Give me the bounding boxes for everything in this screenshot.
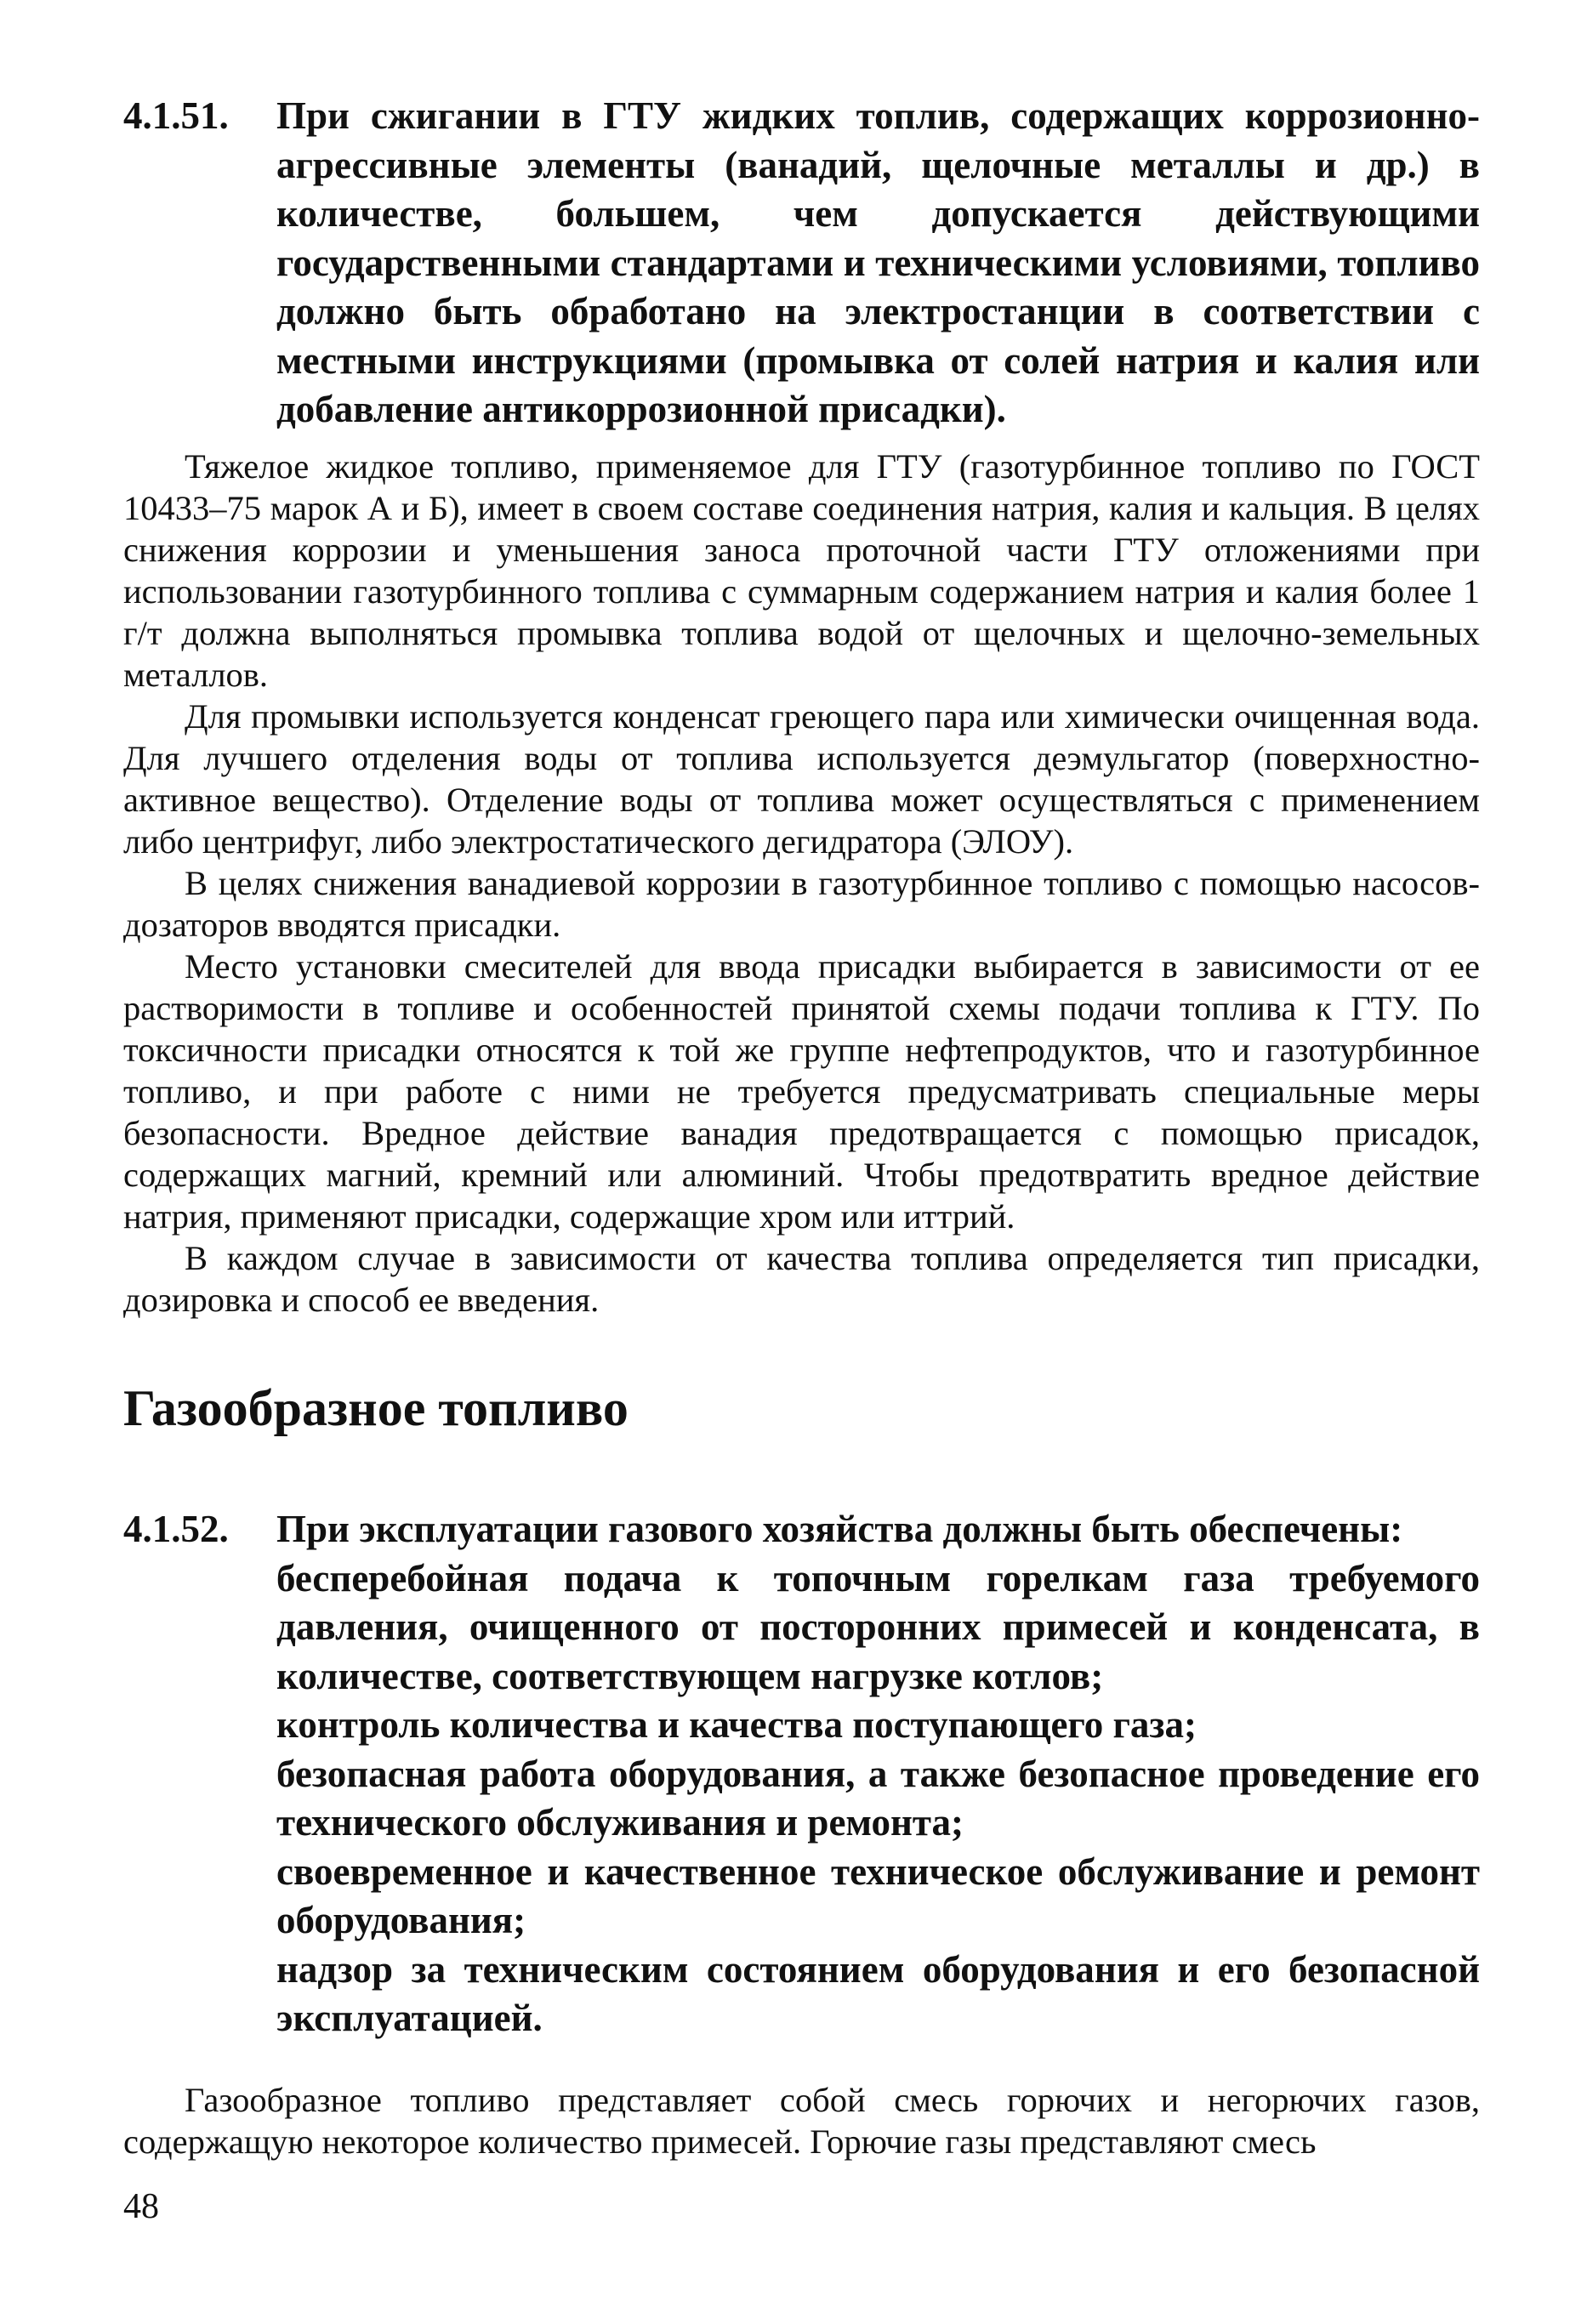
clause-list — [276, 1554, 1480, 2043]
clause-body — [276, 1505, 1480, 2043]
list-item: своевременное и качественное техническое обслуживание и ремонт оборудования; — [276, 1850, 1480, 1941]
paragraph: Тяжелое жидкое топливо, применяемое для ГТУ (газотурбинное топливо по ГОСТ 10433–75 марок А и Б), имеет в своем составе соединения натрия, калия и кальция. В целях снижения коррозии и уменьшения заноса проточной части ГТУ отложениями при использовании газотурбинного топлива с суммарным содержанием натрия и калия более 1 г/т должна выполняться промывка топлива водой от щелочных и щелочно-земельных металлов. — [123, 447, 1480, 694]
list-item: безопасная работа оборудования, а также безопасное проведение его технического обслуживания и ремонта; — [276, 1752, 1480, 1844]
body-text-block-2 — [123, 2079, 1480, 2162]
paragraph: Газообразное топливо представляет собой смесь горючих и негорючих газов, содержащую некоторое количество примесей. Горючие газы представляют смесь — [123, 2081, 1480, 2161]
paragraph: Место установки смесителей для ввода присадки выбирается в зависимости от ее растворимости в топливе и особенностей принятой схемы подачи топлива к ГТУ. По токсичности присадки относятся к той же группе нефтепродуктов, что и газотурбинное топливо, и при работе с ними не требуется предусматривать специальные меры безопасности. Вредное действие ванадия предотвращается с помощью присадок, содержащих магний, кремний или алюминий. Чтобы предотвратить вредное действие натрия, применяют присадки, содержащие хром или иттрий. — [123, 947, 1480, 1236]
paragraph: В каждом случае в зависимости от качества топлива определяется тип присадки, дозировка и способ ее введения. — [123, 1239, 1480, 1319]
page-number: 48 — [123, 2187, 159, 2226]
clause-4-1-52 — [123, 1505, 1480, 2043]
paragraph: В целях снижения ванадиевой коррозии в газотурбинное топливо с помощью насосов-дозаторов вводятся присадки. — [123, 864, 1480, 944]
section-title: Газообразное топливо — [123, 1380, 629, 1436]
paragraph: Для промывки используется конденсат греющего пара или химически очищенная вода. Для лучшего отделения воды от топлива используется деэмульгатор (поверхностно-активное вещество). Отделение воды от топлива может осуществляться с применением либо центрифуг, либо электростатического дегидратора (ЭЛОУ). — [123, 697, 1480, 861]
list-item: контроль количества и качества поступающего газа; — [276, 1703, 1197, 1746]
clause-number: 4.1.51. — [123, 94, 229, 137]
clause-number: 4.1.52. — [123, 1508, 229, 1550]
clause-body — [276, 92, 1480, 435]
list-item: надзор за техническим состоянием оборудования и его безопасной эксплуатацией. — [276, 1947, 1480, 2039]
clause-text: При сжигании в ГТУ жидких топлив, содержащих коррозионно-агрессивные элементы (ванадий, щелочные металлы и др.) в количестве, большем, чем допускается действующими государственными стандартами и техническими условиями, топливо должно быть обработано на электростанции в соответствии с местными инструкциями (промывка от солей натрия и калия или добавление антикоррозионной присадки). — [276, 94, 1480, 430]
list-item: бесперебойная подача к топочным горелкам газа требуемого давления, очищенного от посторонних примесей и конденсата, в количестве, соответствующем нагрузке котлов; — [276, 1556, 1480, 1697]
clause-4-1-51 — [123, 92, 1480, 435]
body-text-block-1 — [123, 446, 1480, 1321]
clause-intro: При эксплуатации газового хозяйства должны быть обеспечены: — [276, 1508, 1403, 1550]
